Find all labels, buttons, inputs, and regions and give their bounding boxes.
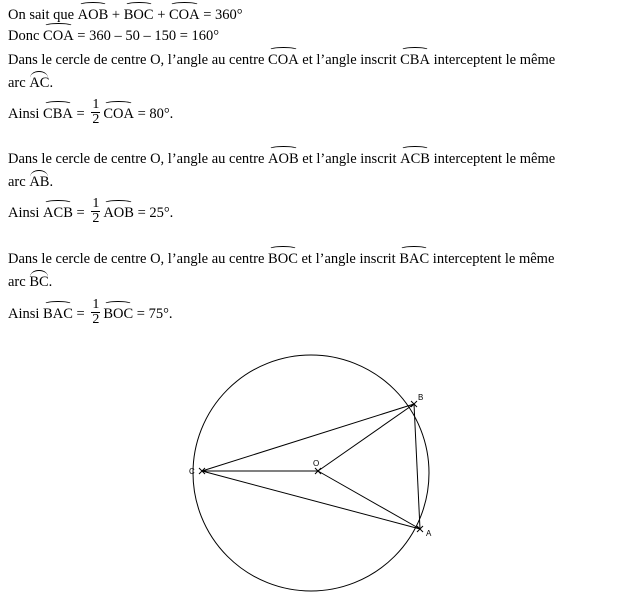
circle <box>193 355 429 591</box>
segment-oa <box>318 471 420 529</box>
angle-notation: CBA <box>400 52 430 68</box>
text-line <box>8 250 554 268</box>
angle-notation: BOC <box>268 251 298 267</box>
segment-ba <box>414 404 420 529</box>
angle-notation: BOC <box>103 305 134 322</box>
angle-notation: COA <box>169 7 200 23</box>
text-span: Ainsi <box>8 105 44 122</box>
text-line <box>8 6 243 24</box>
fraction-numerator: 1 <box>92 297 100 312</box>
text-span: Dans le cercle de centre O, l’angle au centre <box>8 151 269 167</box>
text-line <box>8 74 53 92</box>
text-span: . <box>49 75 54 91</box>
text-span: et l’angle inscrit <box>298 52 401 68</box>
label-a: A <box>426 529 432 538</box>
text-line <box>8 196 174 228</box>
angle-notation: COA <box>268 52 299 68</box>
arc-notation: BC <box>29 274 49 290</box>
text-line <box>8 150 555 168</box>
text-span: = <box>72 305 89 322</box>
text-span: arc <box>8 174 30 190</box>
text-span: Ainsi <box>8 204 44 221</box>
text-span: = 80°. <box>133 105 174 122</box>
text-span: arc <box>8 274 30 290</box>
text-line <box>8 97 174 129</box>
angle-notation: COA <box>43 28 74 44</box>
text-span: . <box>49 174 54 190</box>
text-span: interceptent le même <box>429 52 556 68</box>
text-span: interceptent le même <box>429 251 555 267</box>
text-span: = <box>72 105 89 122</box>
text-span: Donc <box>8 28 44 44</box>
text-line <box>8 173 53 191</box>
text-span: et l’angle inscrit <box>298 151 401 167</box>
arc-notation: AC <box>29 75 50 91</box>
label-c: C <box>189 467 195 476</box>
fraction <box>91 98 100 127</box>
angle-notation: CBA <box>43 105 73 122</box>
segment-cb <box>202 404 414 471</box>
text-line <box>8 27 219 45</box>
angle-notation: AOB <box>77 7 109 23</box>
text-line <box>8 273 52 291</box>
label-o: O <box>313 459 320 468</box>
text-span: Ainsi <box>8 305 44 322</box>
text-line <box>8 51 555 69</box>
circle-figure <box>185 350 445 595</box>
fraction-denominator: 2 <box>92 312 100 327</box>
angle-notation: BOC <box>123 7 154 23</box>
angle-notation: COA <box>103 105 134 122</box>
text-span: . <box>48 274 53 290</box>
fraction-numerator: 1 <box>92 196 100 211</box>
text-span: On sait que <box>8 7 78 23</box>
text-span: = 25°. <box>133 204 174 221</box>
text-span: = 360 – 50 – 150 = 160° <box>73 28 220 44</box>
text-span: Dans le cercle de centre O, l’angle au centre <box>8 251 269 267</box>
text-span: et l’angle inscrit <box>297 251 400 267</box>
text-span: interceptent le même <box>429 151 556 167</box>
fraction-denominator: 2 <box>92 211 100 226</box>
segment-ob <box>318 404 414 471</box>
text-span: arc <box>8 75 30 91</box>
text-span: = 75°. <box>133 305 173 322</box>
fraction <box>91 197 100 226</box>
fraction-numerator: 1 <box>92 97 100 112</box>
fraction <box>91 298 100 327</box>
angle-notation: BAC <box>399 251 430 267</box>
text-line <box>8 297 173 329</box>
angle-notation: ACB <box>400 151 430 167</box>
angle-notation: BAC <box>43 305 73 322</box>
text-span: Dans le cercle de centre O, l’angle au centre <box>8 52 269 68</box>
angle-notation: AOB <box>268 151 299 167</box>
fraction-denominator: 2 <box>92 112 100 127</box>
segment-ca <box>202 471 420 529</box>
angle-notation: ACB <box>43 204 73 221</box>
arc-notation: AB <box>29 174 50 190</box>
text-span: = 360° <box>199 7 243 23</box>
angle-notation: AOB <box>103 204 134 221</box>
text-span: + <box>153 7 169 23</box>
text-span: = <box>72 204 89 221</box>
text-span: + <box>108 7 124 23</box>
label-b: B <box>418 393 424 402</box>
